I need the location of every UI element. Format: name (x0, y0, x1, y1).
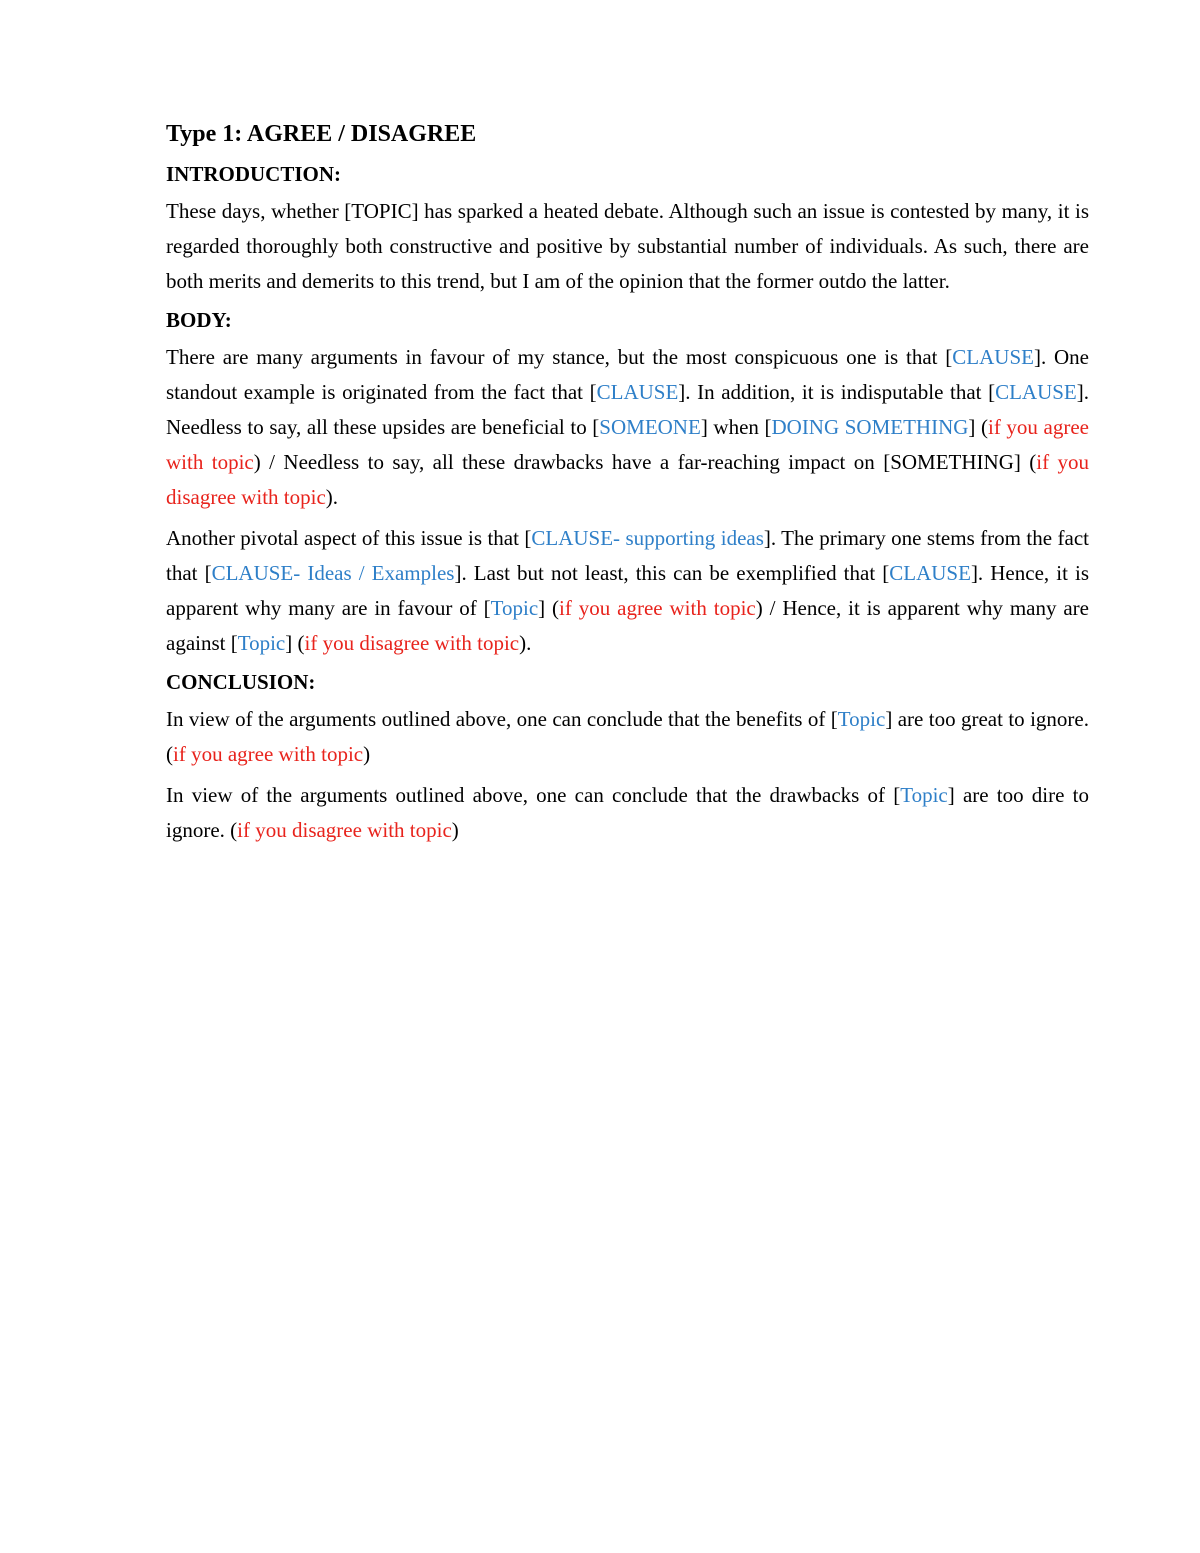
placeholder-text: CLAUSE (952, 345, 1034, 369)
paragraph-text: In view of the arguments outlined above, one can conclude that the benefits of [ (166, 707, 838, 731)
paragraph-text: ) / Needless to say, all these drawbacks have a far-reaching impact on [SOMETHING] ( (253, 450, 1037, 474)
condition-note: if you agree with topic (173, 742, 364, 766)
section-heading: CONCLUSION: (166, 670, 316, 694)
placeholder-text: Topic (490, 596, 539, 620)
condition-note: if you disagree with topic (166, 450, 1090, 509)
paragraph-text: ] ( (968, 415, 988, 439)
document-title: Type 1: AGREE / DISAGREE (166, 121, 477, 147)
paragraph-text: ) / Hence, it is apparent why many are against [ (166, 596, 1089, 655)
placeholder-text: DOING SOMETHING (771, 415, 969, 439)
paragraph-text: These days, whether [TOPIC] has sparked a heated debate. Although such an issue is contested by many, it is regarded thoroughly both constructive and positive by substantial number of individuals. As such, there are both merits and demerits to this trend, but I am of the opinion that the former outdo the latter. (166, 199, 1089, 293)
paragraph-text: Another pivotal aspect of this issue is that [ (166, 526, 532, 550)
paragraph (166, 194, 1089, 299)
condition-note: if you agree with topic (166, 415, 1089, 474)
placeholder-text: Topic (900, 783, 948, 807)
section-heading: INTRODUCTION: (166, 162, 342, 186)
condition-note: if you agree with topic (559, 596, 756, 620)
paragraph-text: ]. Hence, it is apparent why many are in favour of [ (166, 561, 1090, 620)
document-body (166, 159, 1089, 848)
paragraph-text: ] ( (538, 596, 560, 620)
paragraph-text: ] when [ (700, 415, 772, 439)
paragraph (166, 778, 1089, 848)
placeholder-text: CLAUSE (596, 380, 679, 404)
paragraph-text: ]. One standout example is originated from the fact that [ (166, 345, 1089, 404)
placeholder-text: CLAUSE- Ideas / Examples (211, 561, 455, 585)
condition-note: if you disagree with topic (237, 818, 452, 842)
placeholder-text: Topic (837, 707, 886, 731)
paragraph-text: There are many arguments in favour of my stance, but the most conspicuous one is that [ (166, 345, 953, 369)
paragraph (166, 340, 1089, 515)
paragraph (166, 702, 1089, 772)
paragraph-text: In view of the arguments outlined above, one can conclude that the drawbacks of [ (166, 783, 901, 807)
paragraph-text: ]. The primary one stems from the fact that [ (166, 526, 1089, 585)
section-heading: BODY: (166, 308, 232, 332)
paragraph-text: ] ( (285, 631, 305, 655)
condition-note: if you disagree with topic (304, 631, 520, 655)
document-page (166, 115, 1089, 854)
paragraph-text: ). (519, 631, 532, 655)
paragraph (166, 521, 1089, 661)
paragraph-text: ]. Needless to say, all these upsides are beneficial to [ (166, 380, 1089, 439)
placeholder-text: Topic (237, 631, 286, 655)
paragraph-text: ]. In addition, it is indisputable that [ (678, 380, 996, 404)
paragraph-text: ] are too dire to ignore. ( (166, 783, 1089, 842)
paragraph-text: ) (451, 818, 459, 842)
placeholder-text: CLAUSE (889, 561, 971, 585)
placeholder-text: CLAUSE (995, 380, 1077, 404)
paragraph-text: ]. Last but not least, this can be exemplified that [ (454, 561, 890, 585)
placeholder-text: SOMEONE (599, 415, 701, 439)
paragraph-text: ) (363, 742, 371, 766)
paragraph-text: ). (325, 485, 339, 509)
placeholder-text: CLAUSE- supporting ideas (531, 526, 764, 550)
paragraph-text: ] are too great to ignore. ( (166, 707, 1089, 766)
